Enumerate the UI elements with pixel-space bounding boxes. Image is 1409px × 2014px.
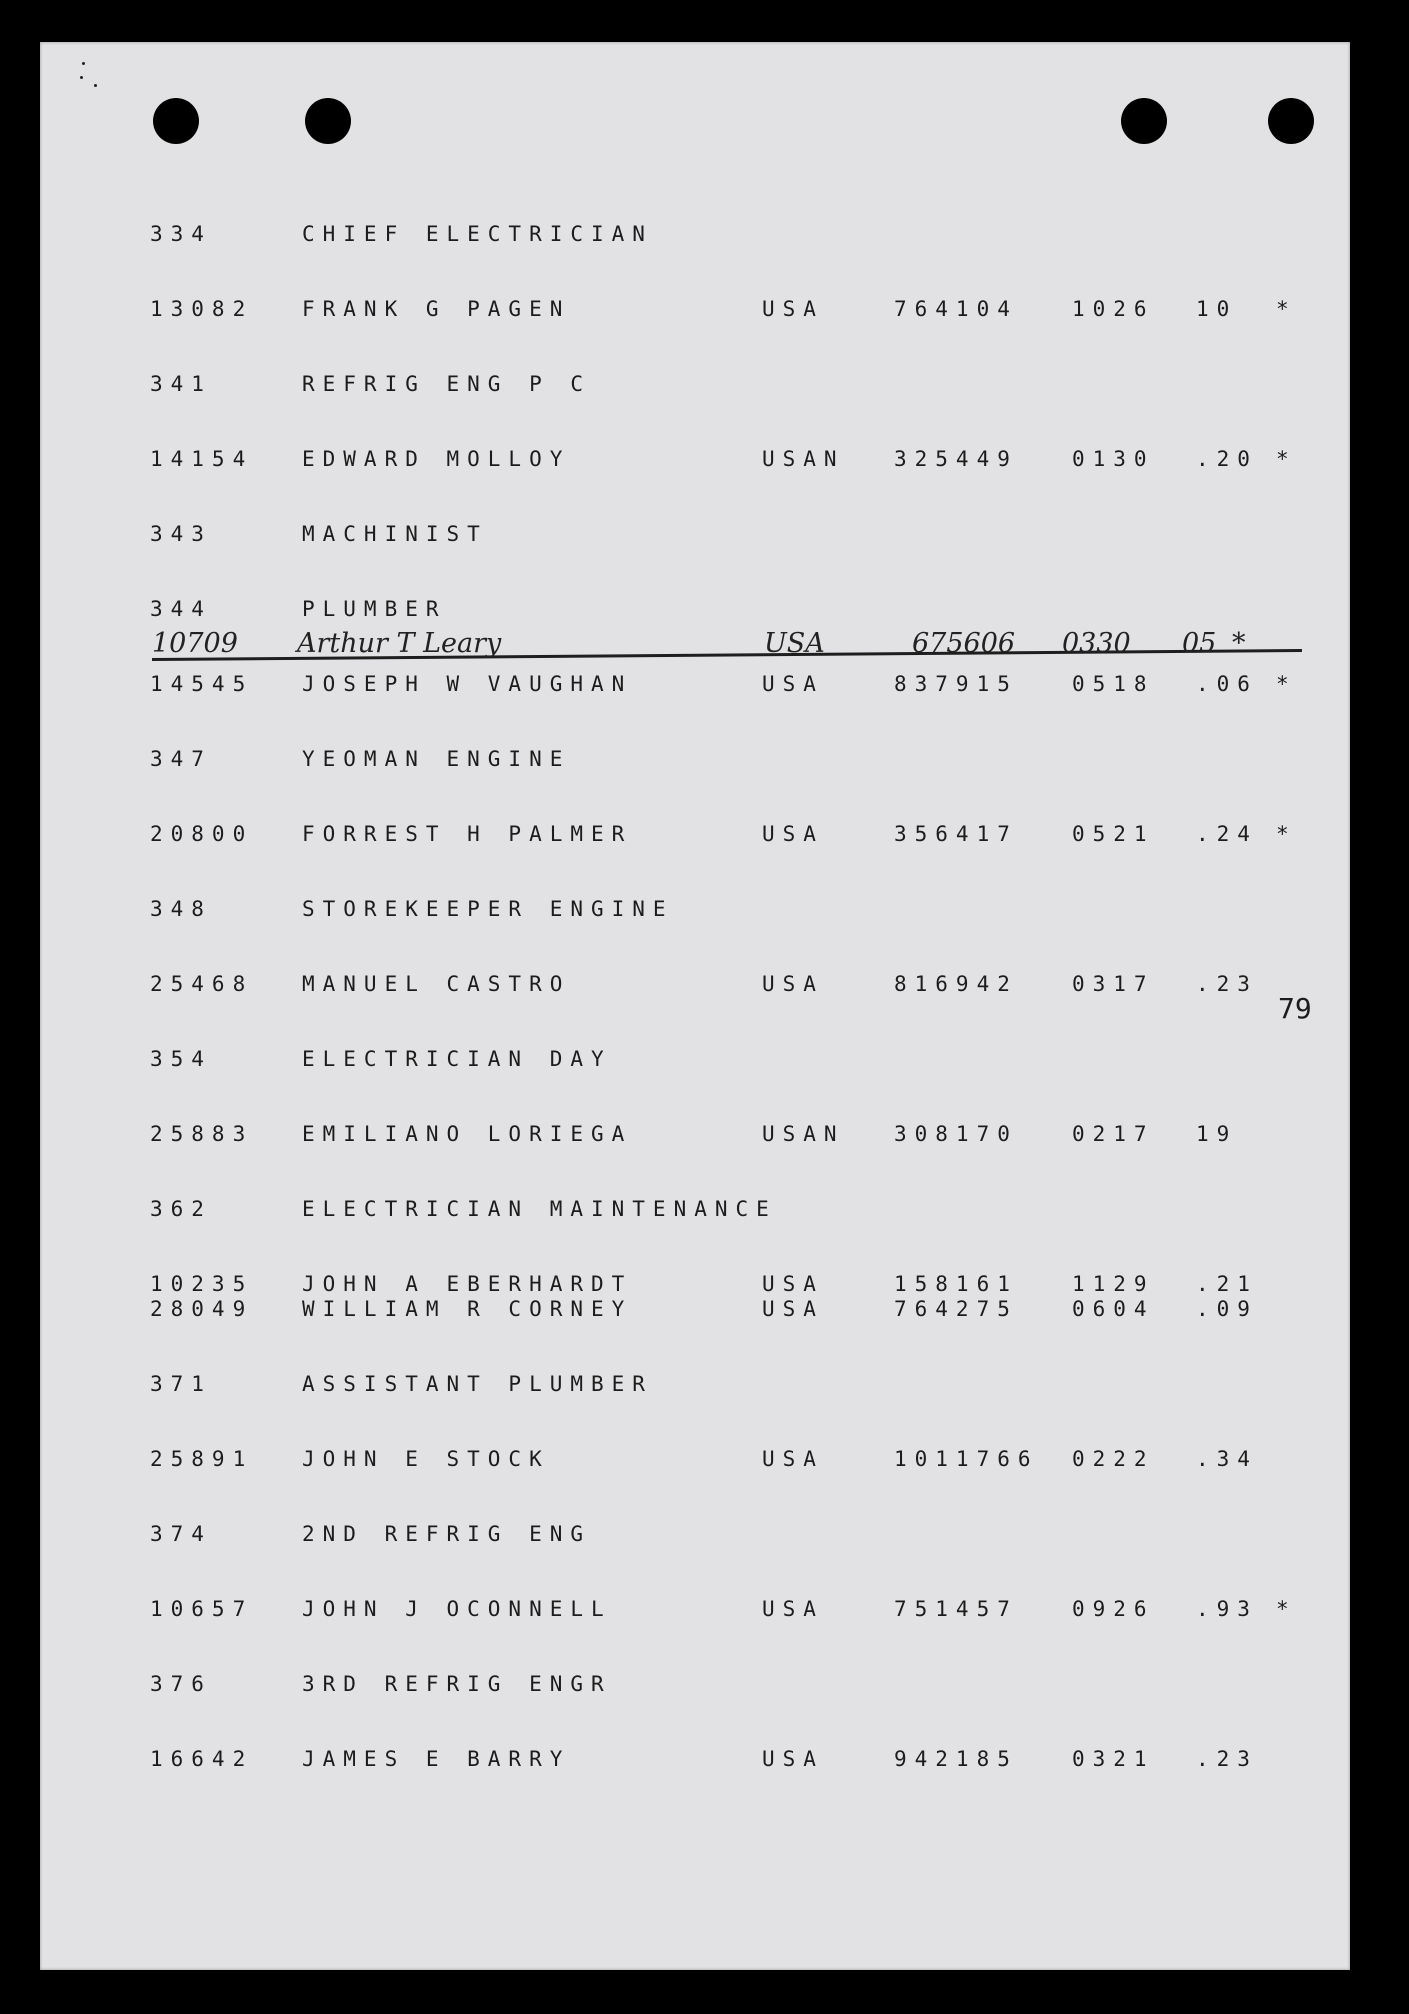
position-code: 341	[150, 372, 212, 396]
person-row	[150, 822, 1330, 852]
position-heading	[150, 897, 1330, 927]
position-code: 334	[150, 222, 212, 246]
person-row	[150, 1597, 1330, 1627]
person-date: 0222	[1072, 1447, 1155, 1471]
struck-nationality: USA	[764, 628, 825, 659]
person-nationality: USA	[762, 1447, 824, 1471]
person-date: 1026	[1072, 297, 1155, 321]
person-nationality: USA	[762, 972, 824, 996]
position-title: ELECTRICIAN MAINTENANCE	[302, 1197, 777, 1221]
person-row	[150, 1447, 1330, 1477]
struck-handwritten-entry	[152, 628, 1312, 678]
person-name: EDWARD MOLLOY	[302, 447, 571, 471]
person-value: .24	[1196, 822, 1258, 846]
person-number: 356417	[894, 822, 1018, 846]
position-heading	[150, 1672, 1330, 1702]
position-title: CHIEF ELECTRICIAN	[302, 222, 653, 246]
person-mark: *	[1276, 447, 1289, 471]
person-number: 764104	[894, 297, 1018, 321]
person-value: .23	[1196, 1747, 1258, 1771]
position-title: MACHINIST	[302, 522, 488, 546]
person-value: .23	[1196, 972, 1258, 996]
position-code: 371	[150, 1372, 212, 1396]
person-nationality: USA	[762, 1597, 824, 1621]
person-value: .09	[1196, 1297, 1258, 1321]
struck-number: 675606	[912, 628, 1016, 659]
person-value: .20	[1196, 447, 1258, 471]
person-value: .34	[1196, 1447, 1258, 1471]
position-title: ELECTRICIAN DAY	[302, 1047, 612, 1071]
position-title: STOREKEEPER ENGINE	[302, 897, 674, 921]
person-row	[150, 972, 1330, 1002]
position-code: 374	[150, 1522, 212, 1546]
person-code: 13082	[150, 297, 254, 321]
person-row	[150, 1747, 1330, 1777]
person-code: 25468	[150, 972, 254, 996]
person-date: 0518	[1072, 672, 1155, 696]
document-page	[40, 42, 1350, 1970]
person-number: 764275	[894, 1297, 1018, 1321]
person-number: 158161	[894, 1272, 1018, 1296]
person-code: 20800	[150, 822, 254, 846]
person-row	[150, 1297, 1330, 1327]
punch-hole	[305, 98, 351, 144]
position-title: PLUMBER	[302, 597, 447, 621]
person-row	[150, 297, 1330, 327]
position-heading	[150, 1047, 1330, 1077]
person-name: JOHN A EBERHARDT	[302, 1272, 633, 1296]
person-name: EMILIANO LORIEGA	[302, 1122, 633, 1146]
position-code: 376	[150, 1672, 212, 1696]
person-date: 0321	[1072, 1747, 1155, 1771]
person-name: FRANK G PAGEN	[302, 297, 571, 321]
position-heading	[150, 597, 1330, 627]
position-title: 2ND REFRIG ENG	[302, 1522, 592, 1546]
person-nationality: USA	[762, 822, 824, 846]
person-code: 16642	[150, 1747, 254, 1771]
struck-mark: *	[1232, 628, 1246, 659]
person-name: MANUEL CASTRO	[302, 972, 571, 996]
paper-specks	[80, 62, 110, 102]
position-heading	[150, 1197, 1330, 1227]
person-number: 308170	[894, 1122, 1018, 1146]
punch-hole	[1121, 98, 1167, 144]
position-title: REFRIG ENG P C	[302, 372, 592, 396]
person-code: 10657	[150, 1597, 254, 1621]
person-value: 19	[1196, 1122, 1238, 1146]
struck-value: 05	[1182, 628, 1217, 659]
person-name: WILLIAM R CORNEY	[302, 1297, 633, 1321]
person-mark: *	[1276, 822, 1289, 846]
struck-name: Arthur T Leary	[297, 628, 502, 659]
person-number: 751457	[894, 1597, 1018, 1621]
person-date: 0317	[1072, 972, 1155, 996]
position-code: 362	[150, 1197, 212, 1221]
position-title: 3RD REFRIG ENGR	[302, 1672, 612, 1696]
person-nationality: USA	[762, 1747, 824, 1771]
person-mark: *	[1276, 672, 1289, 696]
person-mark: *	[1276, 297, 1289, 321]
person-date: 0217	[1072, 1122, 1155, 1146]
person-number: 1011766	[894, 1447, 1039, 1471]
person-name: JOSEPH W VAUGHAN	[302, 672, 633, 696]
person-date: 0130	[1072, 447, 1155, 471]
position-heading	[150, 747, 1330, 777]
person-date: 1129	[1072, 1272, 1155, 1296]
person-date: 0926	[1072, 1597, 1155, 1621]
person-name: JOHN E STOCK	[302, 1447, 550, 1471]
page-number: 79	[1278, 992, 1312, 1025]
struck-code: 10709	[152, 628, 238, 659]
person-mark: *	[1276, 1597, 1289, 1621]
position-heading	[150, 222, 1330, 252]
person-name: JOHN J OCONNELL	[302, 1597, 612, 1621]
struck-date: 0330	[1062, 628, 1131, 659]
position-code: 347	[150, 747, 212, 771]
person-value: .06	[1196, 672, 1258, 696]
person-nationality: USA	[762, 297, 824, 321]
position-heading	[150, 522, 1330, 552]
person-number: 942185	[894, 1747, 1018, 1771]
position-code: 348	[150, 897, 212, 921]
punch-hole	[153, 98, 199, 144]
person-value: 10	[1196, 297, 1238, 321]
person-nationality: USA	[762, 1297, 824, 1321]
person-row	[150, 447, 1330, 477]
person-number: 325449	[894, 447, 1018, 471]
position-code: 344	[150, 597, 212, 621]
person-code: 25891	[150, 1447, 254, 1471]
position-heading	[150, 1372, 1330, 1402]
person-code: 25883	[150, 1122, 254, 1146]
person-value: .93	[1196, 1597, 1258, 1621]
person-nationality: USAN	[762, 1122, 845, 1146]
person-code: 14545	[150, 672, 254, 696]
position-code: 343	[150, 522, 212, 546]
punch-hole	[1268, 98, 1314, 144]
person-nationality: USA	[762, 672, 824, 696]
person-date: 0521	[1072, 822, 1155, 846]
person-number: 816942	[894, 972, 1018, 996]
person-row	[150, 1122, 1330, 1152]
person-code: 10235	[150, 1272, 254, 1296]
person-number: 837915	[894, 672, 1018, 696]
person-name: FORREST H PALMER	[302, 822, 633, 846]
position-title: ASSISTANT PLUMBER	[302, 1372, 653, 1396]
position-heading	[150, 1522, 1330, 1552]
person-code: 14154	[150, 447, 254, 471]
position-title: YEOMAN ENGINE	[302, 747, 571, 771]
person-date: 0604	[1072, 1297, 1155, 1321]
position-code: 354	[150, 1047, 212, 1071]
person-nationality: USA	[762, 1272, 824, 1296]
person-row	[150, 672, 1330, 702]
person-code: 28049	[150, 1297, 254, 1321]
person-name: JAMES E BARRY	[302, 1747, 571, 1771]
position-heading	[150, 372, 1330, 402]
person-nationality: USAN	[762, 447, 845, 471]
person-value: .21	[1196, 1272, 1258, 1296]
